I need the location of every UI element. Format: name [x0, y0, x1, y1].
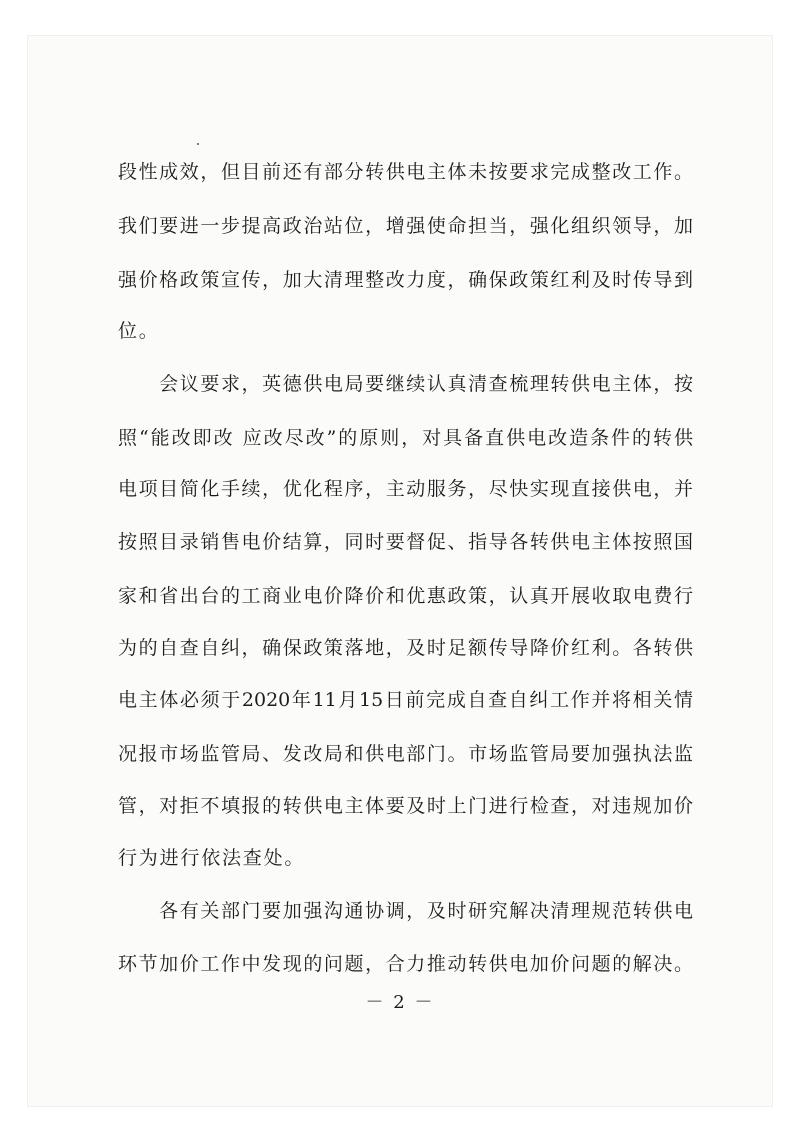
body-line-7: 电项目简化手续，优化程序，主动服务，尽快实现直接供电，并 [118, 478, 693, 500]
body-line-14: 行为进行依法查处。 [118, 847, 306, 869]
body-line-1: 段性成效，但目前还有部分转供电主体未按要求完成整改工作。 [118, 161, 693, 183]
body-line-16: 环节加价工作中发现的问题，合力推动转供电加价问题的解决。 [118, 953, 693, 975]
document-page [28, 36, 772, 1106]
body-line-4: 位。 [118, 320, 160, 342]
body-line-3: 强价格政策宣传，加大清理整改力度，确保政策红利及时传导到 [118, 269, 693, 291]
body-line-8: 按照目录销售电价结算，同时要督促、指导各转供电主体按照国 [118, 531, 693, 553]
page-number: － 2 － [365, 992, 435, 1013]
scan-speck [197, 143, 199, 145]
body-line-12: 况报市场监管局、发改局和供电部门。市场监管局要加强执法监 [118, 743, 693, 765]
body-line-6: 照“能改即改 应改尽改”的原则，对具备直供电改造条件的转供 [118, 427, 693, 449]
body-line-5: 会议要求，英德供电局要继续认真清查梳理转供电主体，按 [118, 373, 693, 395]
body-line-2: 我们要进一步提高政治站位，增强使命担当，强化组织领导，加 [118, 215, 693, 237]
body-line-13: 管，对拒不填报的转供电主体要及时上门进行检查，对违规加价 [118, 795, 693, 817]
body-line-10: 为的自查自纠，确保政策落地，及时足额传导降价红利。各转供 [118, 637, 693, 659]
body-line-11: 电主体必须于2020年11月15日前完成自查自纠工作并将相关情 [118, 689, 693, 711]
body-line-9: 家和省出台的工商业电价降价和优惠政策，认真开展收取电费行 [118, 585, 693, 607]
body-line-15: 各有关部门要加强沟通协调，及时研究解决清理规范转供电 [118, 900, 693, 922]
